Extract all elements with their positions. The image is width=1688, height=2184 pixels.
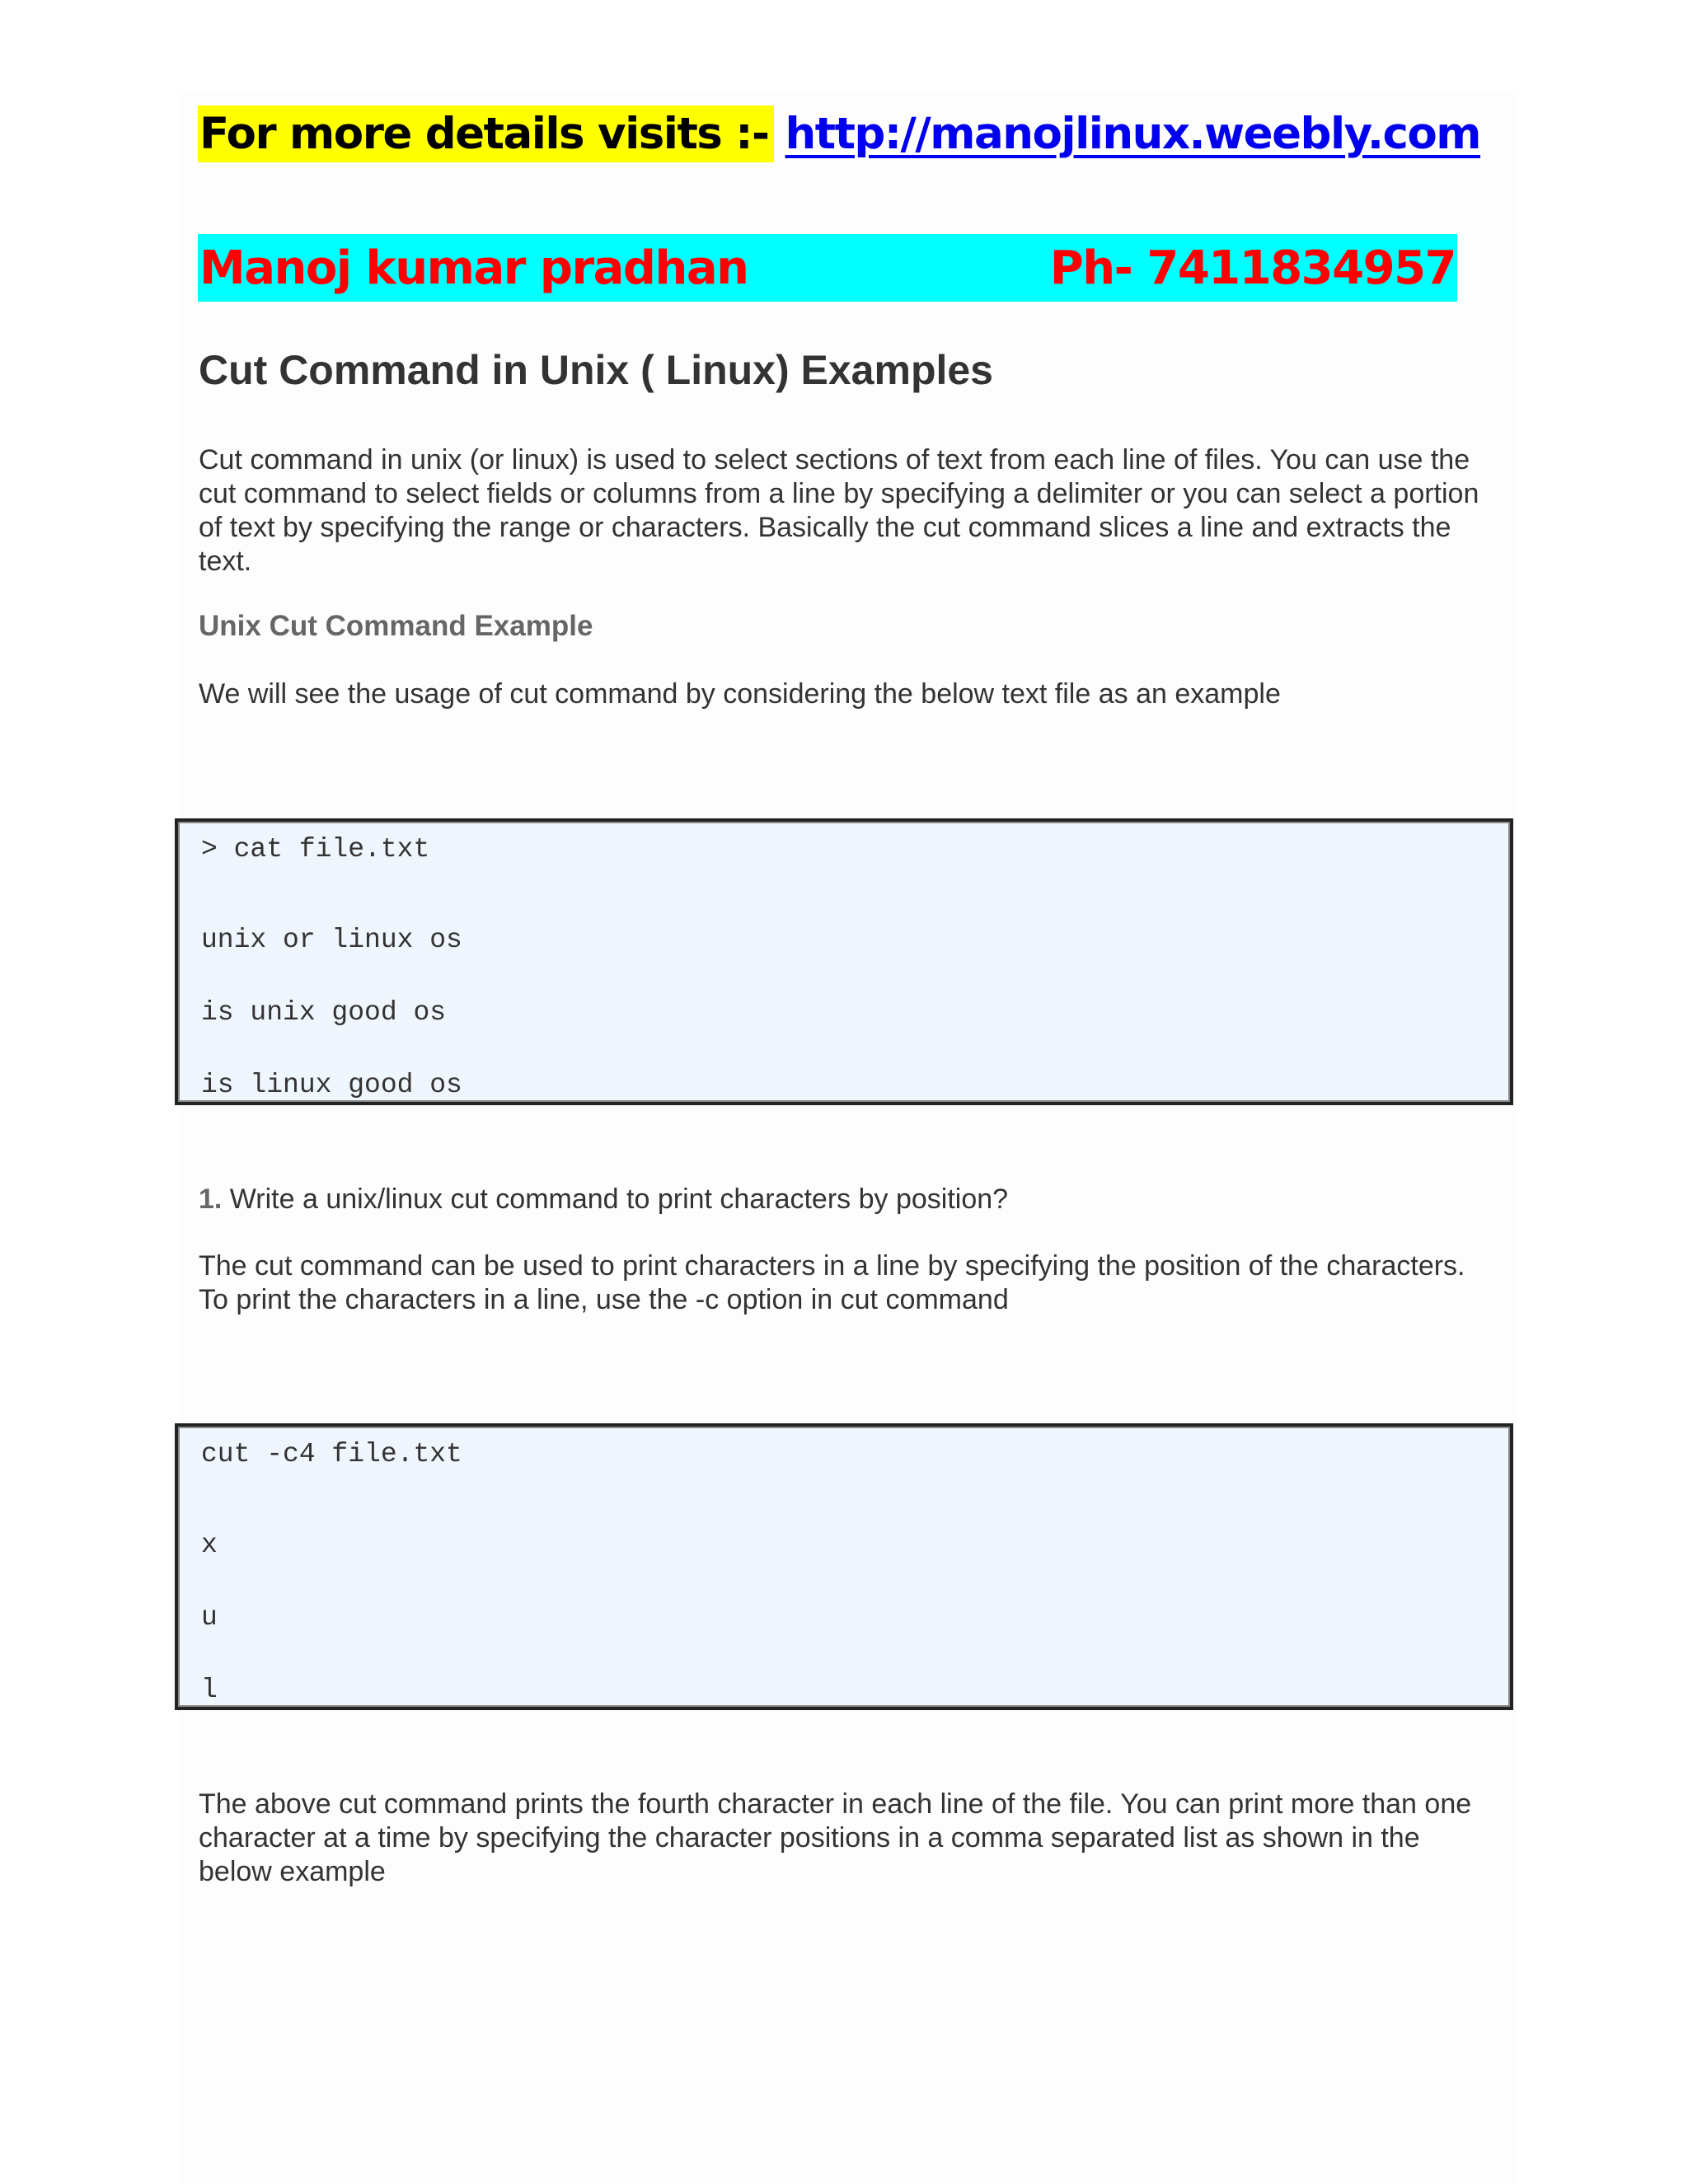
code-block-cut-c4 bbox=[175, 1423, 1513, 1710]
promo-banner bbox=[198, 99, 1480, 168]
code-line: cut -c4 file.txt bbox=[201, 1439, 462, 1469]
code-line: l bbox=[201, 1675, 218, 1705]
author-name: Manoj kumar pradhan bbox=[199, 241, 748, 295]
code-line: is unix good os bbox=[201, 997, 447, 1028]
question-1 bbox=[199, 1183, 1484, 1216]
code-line: x bbox=[201, 1530, 218, 1560]
question-number: 1. bbox=[199, 1183, 223, 1215]
code-line: u bbox=[201, 1602, 218, 1633]
followup-paragraph: The above cut command prints the fourth character in each line of the file. You can print more than one character at a time by specifying the character positions in a comma separated list as shown in the below example bbox=[199, 1788, 1472, 1887]
question-text: Write a unix/linux cut command to print characters by position? bbox=[222, 1183, 1009, 1215]
intro-paragraph: Cut command in unix (or linux) is used to select sections of text from each line of files. You can use the cut command to select fields or columns from a line by specifying a delimiter or you can select a portion of text by specifying the range or characters. Basically the cut command slices a line and extracts the text. bbox=[199, 444, 1479, 577]
author-bar bbox=[198, 234, 1457, 302]
page-title: Cut Command in Unix ( Linux) Examples bbox=[199, 347, 993, 393]
example-intro-paragraph: We will see the usage of cut command by considering the below text file as an example bbox=[199, 678, 1281, 710]
code-block-cat-file bbox=[175, 818, 1513, 1105]
section-heading: Unix Cut Command Example bbox=[199, 610, 593, 642]
website-link[interactable]: http://manojlinux.weebly.com bbox=[785, 108, 1481, 159]
author-phone: Ph- 7411834957 bbox=[1049, 241, 1456, 295]
code-line: is linux good os bbox=[201, 1070, 462, 1100]
code-line: unix or linux os bbox=[201, 925, 462, 955]
promo-prefix: For more details visits :- bbox=[198, 105, 774, 162]
answer-paragraph: The cut command can be used to print characters in a line by specifying the position of the characters. To print the characters in a line, use the -c option in cut command bbox=[199, 1250, 1465, 1315]
code-line: > cat file.txt bbox=[201, 834, 430, 865]
